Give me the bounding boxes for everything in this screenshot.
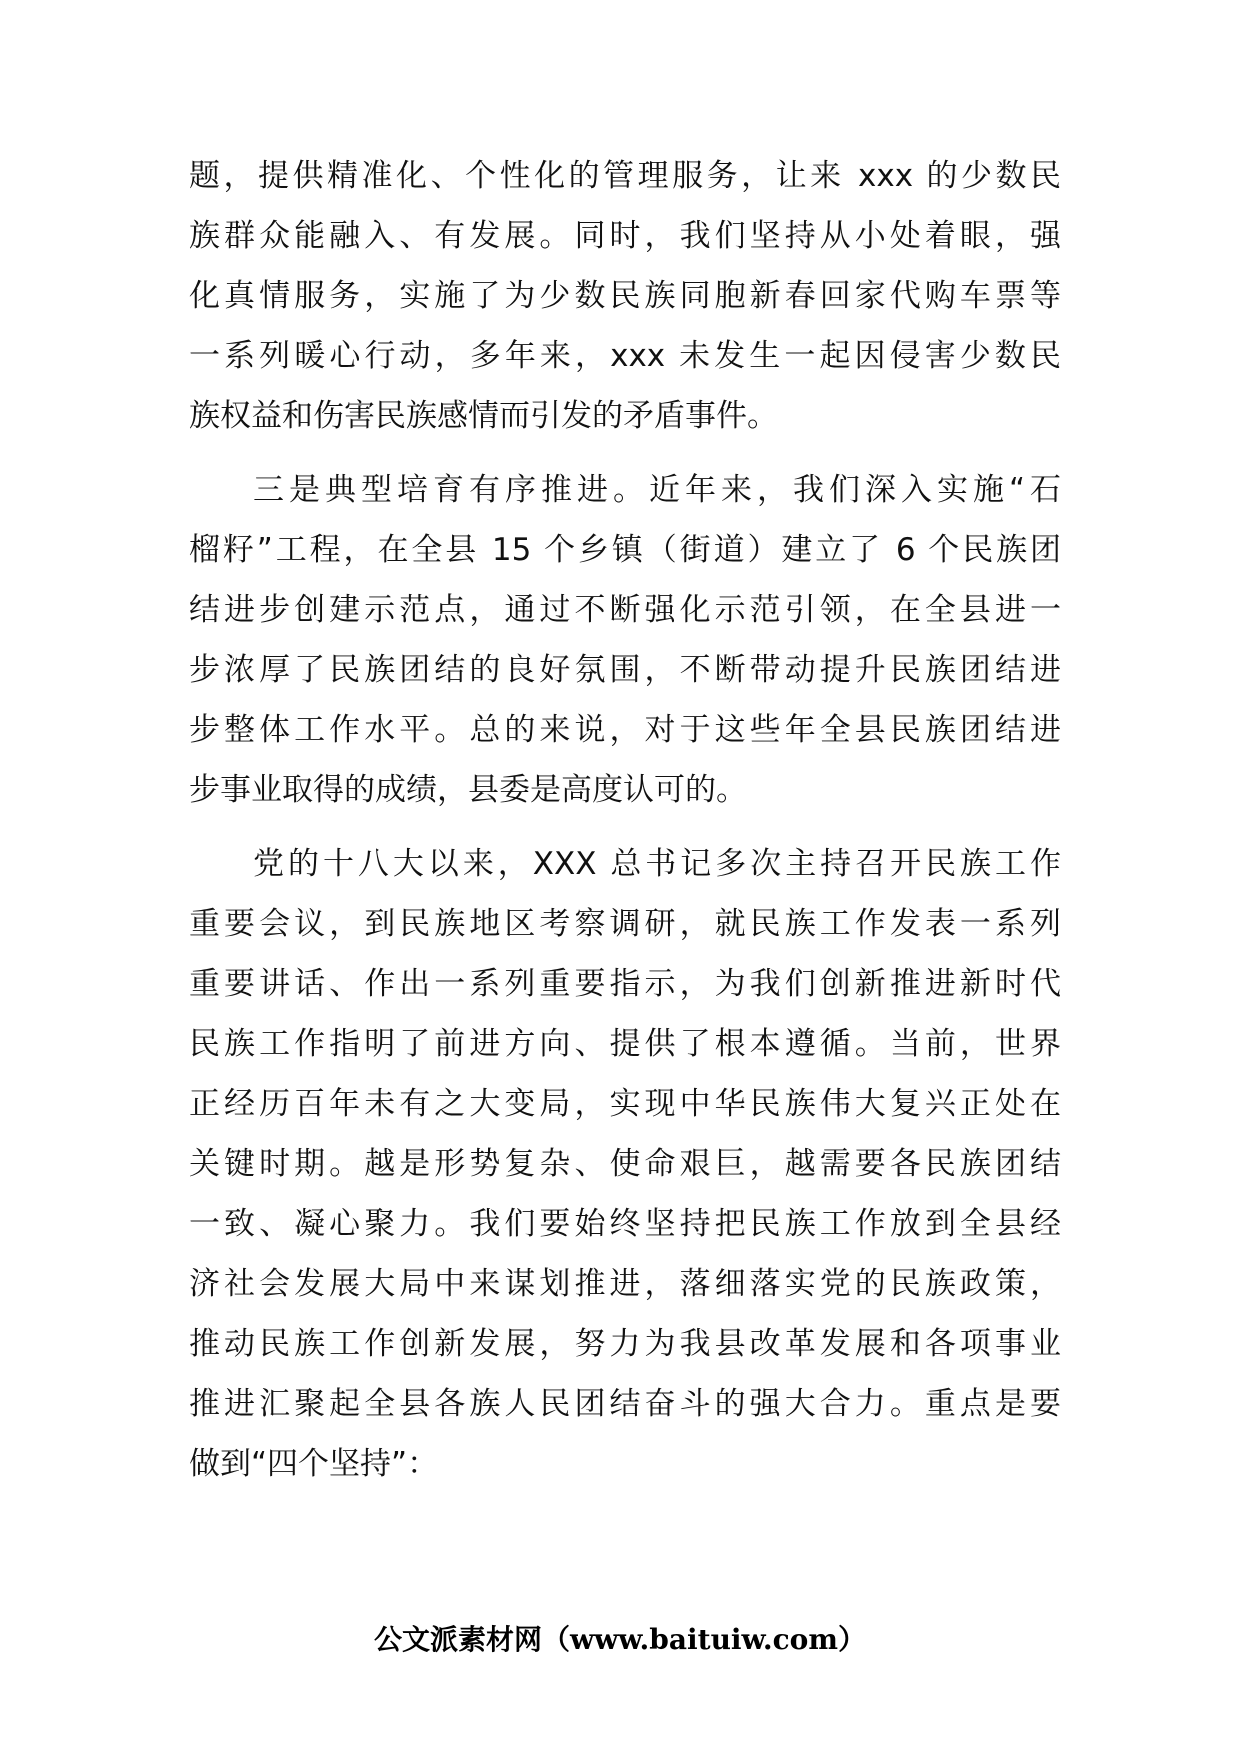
text-line: 推动民族工作创新发展，努力为我县改革发展和各项事业 [189, 1326, 1061, 1362]
text-line: 步浓厚了民族团结的良好氛围，不断带动提升民族团结进 [189, 652, 1061, 688]
text-line: 化真情服务，实施了为少数民族同胞新春回家代购车票等 [189, 278, 1061, 314]
text-line: 题，提供精准化、个性化的管理服务，让来 xxx 的少数民 [189, 158, 1061, 194]
text-line: 步事业取得的成绩，县委是高度认可的。 [189, 772, 747, 808]
text-line: 民族工作指明了前进方向、提供了根本遵循。当前，世界 [189, 1026, 1061, 1062]
text-line: 一致、凝心聚力。我们要始终坚持把民族工作放到全县经 [189, 1206, 1061, 1242]
text-line: 族权益和伤害民族感情而引发的矛盾事件。 [189, 398, 778, 434]
text-line: 正经历百年未有之大变局，实现中华民族伟大复兴正处在 [189, 1086, 1061, 1122]
text-line: 重要会议，到民族地区考察调研，就民族工作发表一系列 [189, 906, 1061, 942]
footer-source: 公文派素材网（www.baituiw.com） [374, 1623, 866, 1656]
text-line: 党的十八大以来，XXX 总书记多次主持召开民族工作 [253, 846, 1061, 882]
text-line: 推进汇聚起全县各族人民团结奋斗的强大合力。重点是要 [189, 1386, 1061, 1422]
text-line: 步整体工作水平。总的来说，对于这些年全县民族团结进 [189, 712, 1061, 748]
text-line: 三是典型培育有序推进。近年来，我们深入实施“石 [253, 472, 1061, 508]
text-line: 族群众能融入、有发展。同时，我们坚持从小处着眼，强 [189, 218, 1061, 254]
text-line: 做到“四个坚持”： [189, 1446, 439, 1482]
text-line: 结进步创建示范点，通过不断强化示范引领，在全县进一 [189, 592, 1061, 628]
text-line: 关键时期。越是形势复杂、使命艰巨，越需要各民族团结 [189, 1146, 1061, 1182]
text-line: 一系列暖心行动，多年来，xxx 未发生一起因侵害少数民 [189, 338, 1061, 374]
text-line: 榴籽”工程，在全县 15 个乡镇（街道）建立了 6 个民族团 [189, 532, 1061, 568]
text-line: 济社会发展大局中来谋划推进，落细落实党的民族政策， [189, 1266, 1061, 1302]
text-line: 重要讲话、作出一系列重要指示，为我们创新推进新时代 [189, 966, 1061, 1002]
